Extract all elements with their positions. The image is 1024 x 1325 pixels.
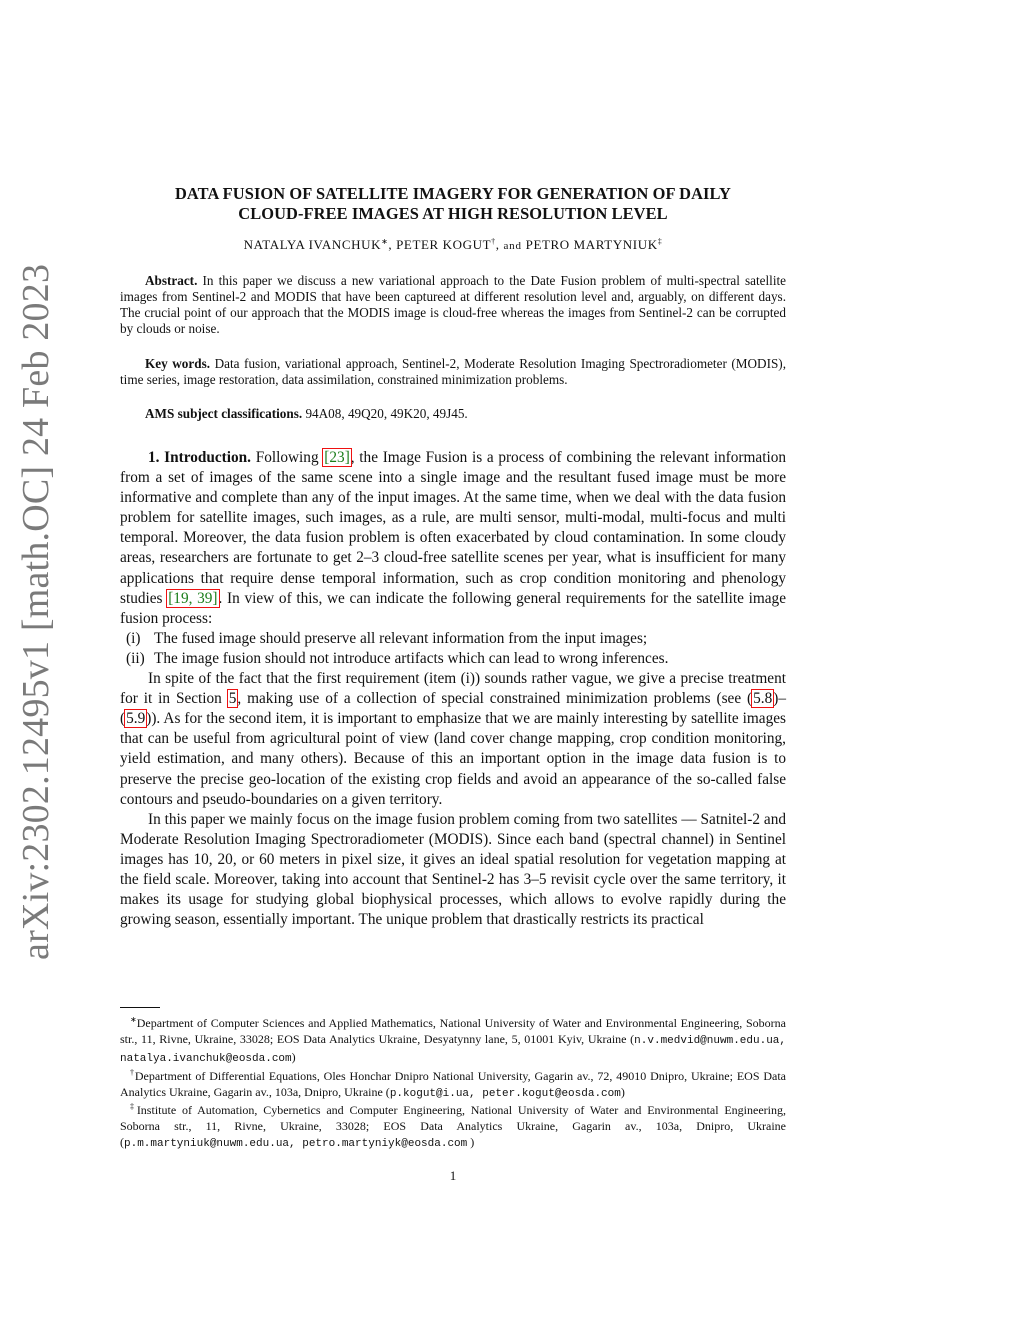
footnote-text: ): [291, 1050, 296, 1065]
footnote-rule: [120, 1007, 160, 1008]
footnote-text: Department of Computer Sciences and Applied Mathematics, National University of Water and Environmental Engineering, Soborna str., 11, Rivne, Ukraine, 33028; EOS Data Analytics Ukraine, Desyatynny lane, 5, 01001 Kyiv, Ukraine (: [120, 1016, 786, 1047]
ams-text: 94A08, 49Q20, 49K20, 49J45.: [302, 406, 468, 421]
abstract-label: Abstract.: [145, 273, 198, 288]
keywords-text: Data fusion, variational approach, Sentinel-2, Moderate Resolution Imaging Spectroradiometer (MODIS), time series, image restoration, data assimilation, constrained minimization problems.: [120, 356, 786, 387]
section-link-5[interactable]: 5: [228, 690, 237, 708]
intro-paragraph-3: In this paper we mainly focus on the image fusion problem coming from two satellites — Satnitel-2 and Moderate Resolution Imaging Spectroradiometer (MODIS). Since each band (spectral channel) in Sentinel images has 10, 20, or 60 meters in pixel size, it gives an ideal spatial resolution for vegetation mapping at the field scale. Moreover, taking into account that Sentinel-2 has 3–5 revisit cycle over the same territory, it makes its usage for studying global biophysical processes, which allows to evolve rapidly during the growing season, essentially important. The unique problem that drastically restricts its practical: [120, 810, 786, 929]
keywords: [120, 356, 786, 388]
abstract: [120, 273, 786, 337]
item-label: (ii): [126, 649, 145, 667]
equation-link-5-8[interactable]: 5.8: [753, 690, 773, 708]
arxiv-identifier: arXiv:2302.12495v1 [math.OC] 24 Feb 2023: [15, 263, 57, 960]
intro-paragraph-2: [120, 669, 786, 810]
author-mark-2: †: [491, 237, 496, 246]
page-number: 1: [449, 1168, 457, 1183]
footnote-email[interactable]: p.m.martyniuk@nuwm.edu.ua, petro.martyniyk@eosda.com: [124, 1138, 468, 1151]
title-line-2: CLOUD-FREE IMAGES AT HIGH RESOLUTION LEVEL: [238, 204, 668, 223]
item-text: The image fusion should not introduce artifacts which can lead to wrong inferences.: [154, 649, 669, 667]
author-list: [120, 237, 786, 253]
intro-text: Following: [251, 449, 324, 466]
item-label: (i): [126, 629, 141, 647]
paper-title: [120, 184, 786, 224]
item-text: The fused image should preserve all relevant information from the input images;: [154, 629, 648, 647]
intro-text: , making use of a collection of special constrained minimization problems (see (: [237, 690, 753, 708]
footnote-email[interactable]: n.v.medvid@nuwm.edu.ua, natalya.ivanchuk@eosda.com: [120, 1035, 786, 1066]
author-separator: ,: [388, 237, 397, 252]
citation-link-19-39[interactable]: [19, 39]: [168, 589, 218, 607]
and-word: and: [503, 240, 522, 252]
footnote-text: ): [467, 1135, 475, 1150]
author-mark-1: ∗: [381, 237, 389, 246]
keywords-label: Key words.: [145, 356, 211, 371]
footnote-1: [120, 1015, 786, 1068]
citation-link-23[interactable]: [23]: [324, 449, 350, 466]
author-separator: ,: [495, 237, 504, 252]
introduction-section: [120, 448, 786, 930]
footnotes: [120, 1015, 786, 1153]
footnote-mark: ∗: [130, 1015, 137, 1024]
footnote-2: [120, 1068, 786, 1102]
ams-label: AMS subject classifications.: [145, 406, 303, 421]
intro-text: )). As for the second item, it is important to emphasize that we are mainly interesting by satellite images that can be useful from agricultural point of view (land cover change mapping, crop condition monitoring, yield estimation, and many others). Because of this an important option in the image data fusion is to preserve the precise geo-location of the existing crop fields and avoid an appearance of the so-called false contours and pseudo-boundaries on a given territory.: [120, 710, 786, 808]
footnote-text: ): [620, 1084, 625, 1099]
intro-text: , the Image Fusion is a process of combining the relevant information from a set of images of the same scene into a single image and the resultant fused image must be more informative and complete than any of the input images. At the same time, when we deal with the data fusion problem for satellite images, such images, as a rule, are multi sensor, multi-modal, multi-focus and multi temporal. Moreover, the data fusion problem is often exacerbated by cloud contamination. In some cloudy areas, researchers are fortunate to get 2–3 cloud-free satellite scenes per year, what is insufficient for many applications that require dense temporal information, such as crop condition monitoring and phenology studies: [120, 449, 786, 607]
section-heading: 1. Introduction.: [148, 449, 252, 466]
title-line-1: DATA FUSION OF SATELLITE IMAGERY FOR GENERATION OF DAILY: [174, 184, 731, 203]
author-martyniuk: PETRO MARTYNIUK: [525, 237, 658, 252]
intro-paragraph-1: [120, 448, 786, 629]
intro-text: . In view of this, we can indicate the following general requirements for the satellite image fusion process:: [120, 589, 786, 627]
ams-classifications: [120, 406, 786, 422]
author-mark-3: ‡: [657, 237, 663, 246]
author-kogut: PETER KOGUT: [396, 237, 492, 252]
footnote-mark: ‡: [130, 1102, 137, 1112]
footnote-email[interactable]: p.kogut@i.ua, peter.kogut@eosda.com: [389, 1087, 621, 1100]
intro-text: )–(: [120, 690, 786, 728]
equation-link-5-9[interactable]: 5.9: [126, 710, 146, 728]
footnote-mark: †: [130, 1067, 135, 1077]
footnote-3: [120, 1102, 786, 1153]
abstract-text: In this paper we discuss a new variational approach to the Date Fusion problem of multi-spectral satellite images from Sentinel-2 and MODIS that have been captureed at different resolution level and, arguably, on different days. The crucial point of our approach that the MODIS image is cloud-free whereas the images from Sentinel-2 can be corrupted by clouds or noise.: [120, 273, 786, 336]
requirement-item-1: [120, 629, 786, 649]
intro-text: In spite of the fact that the first requirement (item (i)) sounds rather vague, we give a precise treatment for it in Section: [120, 670, 786, 708]
footnote-text: Department of Differential Equations, Oles Honchar Dnipro National University, Gagarin av., 72, 49010 Dnipro, Ukraine; EOS Data Analytics Ukraine, Gagarin av., 103a, Dnipro, Ukraine (: [120, 1068, 786, 1099]
requirement-item-2: [120, 649, 786, 669]
author-ivanchuk: NATALYA IVANCHUK: [243, 237, 382, 252]
footnote-text: Institute of Automation, Cybernetics and Computer Engineering, National University of Water and Environmental Engineering, Soborna str., 11, Rivne, Ukraine, 33028; EOS Data Analytics Ukraine, Gagarin av., 103a, Dnipro, Ukraine (: [120, 1103, 786, 1150]
